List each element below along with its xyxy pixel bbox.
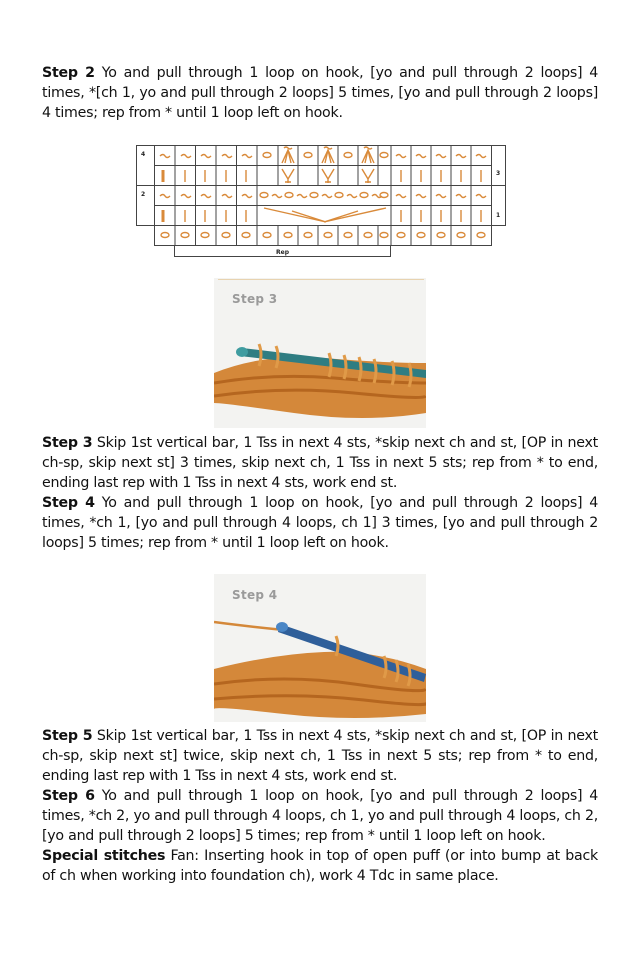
step-label: Step 4 bbox=[42, 495, 95, 511]
step-text: Yo and pull through 1 loop on hook, [yo and pull through 2 loops] 4 times, *ch 2, yo and pull through 4 loops, ch 1, yo and pull through 4 loops, ch 2, [yo and pull through 2 loops] 5 times; rep from * until 1 loop left on hook. bbox=[42, 788, 598, 844]
step-3-photo bbox=[214, 278, 426, 428]
photo-caption: Step 3 bbox=[232, 292, 278, 306]
row-label-3: 3 bbox=[496, 170, 501, 177]
step-label: Step 2 bbox=[42, 65, 95, 81]
photo-caption: Step 4 bbox=[232, 588, 278, 602]
step-text: Yo and pull through 1 loop on hook, [yo and pull through 2 loops] 4 times, *[ch 1, yo and pull through 2 loops] 5 times, [yo and pull through 2 loops] 4 times; rep from * until 1 loop left on hook. bbox=[42, 65, 598, 121]
crochet-hook-photo-graphic bbox=[214, 278, 426, 428]
step-text: Skip 1st vertical bar, 1 Tss in next 4 sts, *skip next ch and st, [OP in next ch-sp, skip next st] twice, skip next ch, 1 Tss in next 5 sts; rep from * to end, ending last rep with 1 Tss in next 4 sts, work end st. bbox=[42, 728, 598, 784]
step-6-paragraph bbox=[42, 786, 598, 846]
stitch-chart-diagram bbox=[136, 145, 506, 260]
step-label: Step 5 bbox=[42, 728, 93, 744]
row-label-1: 1 bbox=[496, 212, 501, 219]
special-text: Fan: Inserting hook in top of open puff (or into bump at back of ch when working into foundation ch), work 4 Tdc in same place. bbox=[42, 848, 598, 884]
step-label: Step 6 bbox=[42, 788, 95, 804]
crochet-hook-photo-graphic bbox=[214, 574, 426, 722]
step-4-photo bbox=[214, 574, 426, 722]
repeat-label: Rep bbox=[276, 249, 289, 256]
step-2-paragraph bbox=[42, 63, 598, 123]
step-5-paragraph bbox=[42, 726, 598, 786]
special-stitches-paragraph bbox=[42, 846, 598, 886]
crochet-stitch-chart bbox=[136, 145, 506, 260]
step-label: Step 3 bbox=[42, 435, 93, 451]
row-label-4: 4 bbox=[141, 151, 146, 158]
step-text: Skip 1st vertical bar, 1 Tss in next 4 sts, *skip next ch and st, [OP in next ch-sp, skip next st] 3 times, skip next ch, 1 Tss in next 5 sts; rep from * to end, ending last rep with 1 Tss in next 4 sts, work end st. bbox=[42, 435, 598, 491]
step-text: Yo and pull through 1 loop on hook, [yo and pull through 2 loops] 4 times, *ch 1, [yo and pull through 4 loops, ch 1] 3 times, [yo and pull through 2 loops] 5 times; rep from * until 1 loop left on hook. bbox=[42, 495, 598, 551]
special-label: Special stitches bbox=[42, 848, 166, 864]
step-4-paragraph bbox=[42, 493, 598, 553]
row-label-2: 2 bbox=[141, 191, 146, 198]
step-3-paragraph bbox=[42, 433, 598, 493]
